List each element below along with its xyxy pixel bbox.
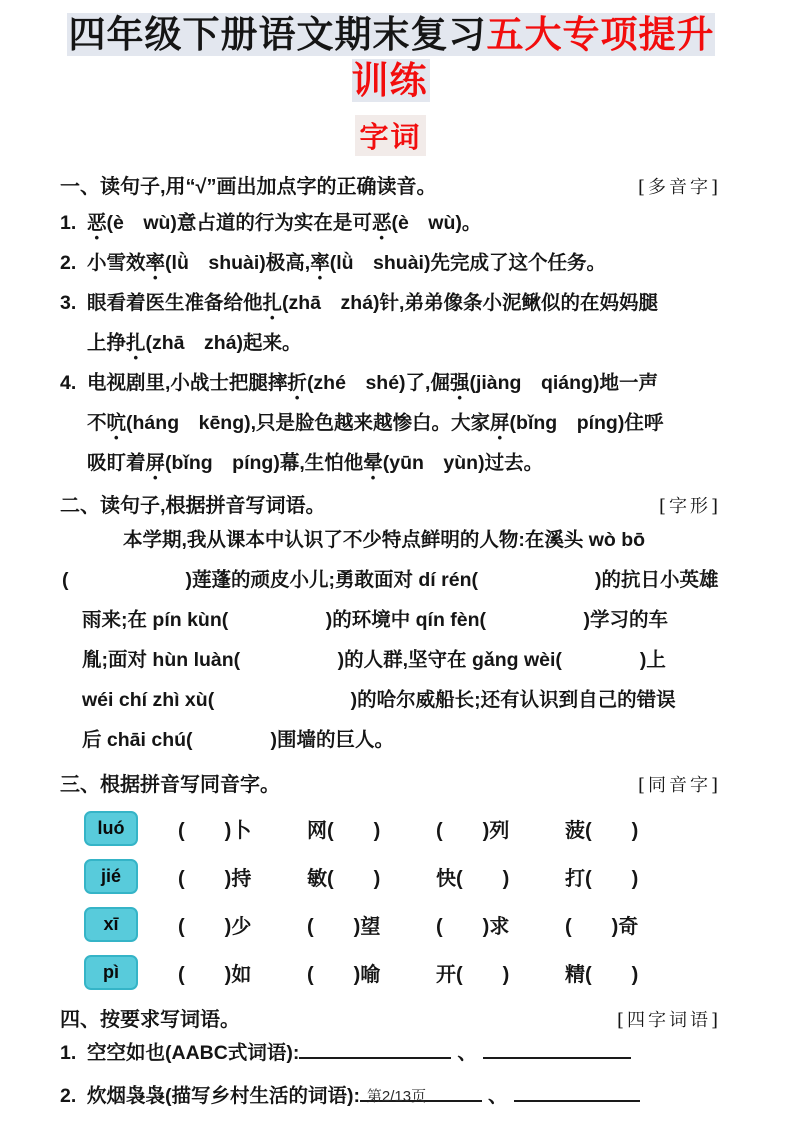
page-subtitle: 字词 [355,115,425,156]
homophone-cell: ( )少 [178,916,252,938]
question-text: 小雪效率(lǜ shuài)极高,率(lǜ shuài)先完成了这个任务。 [87,251,606,274]
question-text: 眼看着医生准备给他扎(zhā zhá)针,弟弟像条小泥鳅似的在妈妈腿 [87,291,658,314]
page-title-black: 四年级下册语文期末复习 [68,14,487,55]
pinyin-badge: pì [84,955,138,990]
homophone-row [84,853,721,901]
pinyin-paragraph [62,520,721,760]
homophone-cell: ( )求 [436,916,510,938]
section-2-tag: [字形] [658,495,721,517]
word-task-item [60,1032,721,1075]
pinyin-badge: luó [84,811,138,846]
question-text: 不吭(háng kēng),只是脸色越来越惨白。大家屏(bǐng píng)住呼 [87,411,664,434]
section-2-header [60,489,721,518]
blank-separator: 、 [487,1084,508,1107]
homophone-cell: ( )卜 [178,820,252,842]
question-text: 上挣扎(zhā zhá)起来。 [87,331,302,354]
section-2-heading: 二、读句子,根据拼音写词语。 [60,494,326,517]
paragraph-line: 后 chāi chú( )围墙的巨人。 [82,728,395,751]
word-task-label: 炊烟袅袅(描写乡村生活的词语): [87,1084,360,1107]
homophone-row [84,805,721,853]
section-1-header [60,170,721,199]
question-text: 恶(è wù)意占道的行为实在是可恶(è wù)。 [87,211,482,234]
paragraph-line: 雨来;在 pín kùn( )的环境中 qín fèn( )学习的车 [82,608,669,631]
homophone-cell: ( )列 [436,820,510,842]
homophone-cell: ( )如 [178,964,252,986]
question-item [60,203,721,243]
question-item [60,283,721,363]
homophone-cell: 开( ) [436,964,510,986]
homophone-cell: 精( ) [565,964,639,986]
question-text: 吸盯着屏(bǐng píng)幕,生怕他晕(yūn yùn)过去。 [87,451,544,474]
page-number: 第2/13页 [366,1088,427,1105]
homophone-cell: 打( ) [565,868,639,890]
section-3-heading: 三、根据拼音写同音字。 [60,773,280,796]
question-number: 3. [60,291,77,314]
section-3-tag: [同音字] [637,774,721,796]
section-4-header [60,1003,721,1032]
section-1-heading: 一、读句子,用“√”画出加点字的正确读音。 [60,175,437,198]
homophone-cell: ( )望 [307,916,381,938]
paragraph-line: ( )莲蓬的顽皮小儿;勇敢面对 dí rén( )的抗日小英雄 [62,568,719,591]
question-number: 1. [60,211,77,234]
homophone-cell: ( )持 [178,868,252,890]
question-number: 2. [60,251,77,274]
homophone-cell: ( )奇 [565,916,639,938]
blank-separator: 、 [457,1041,477,1064]
pinyin-badge: jié [84,859,138,894]
homophone-row [84,901,721,949]
question-number: 4. [60,371,77,394]
homophone-cell: 菠( ) [565,820,639,842]
homophone-cell: 快( ) [436,868,510,890]
section-1-tag: [多音字] [637,176,721,198]
answer-blank [483,1055,631,1059]
homophone-cell: 敏( ) [307,868,381,890]
question-item [60,243,721,283]
homophone-row [84,949,721,997]
homophone-cell: 网( ) [307,820,381,842]
answer-blank [299,1055,451,1059]
question-item [60,363,721,483]
section-3-header [60,768,721,797]
homophone-cell: ( )喻 [307,964,381,986]
paragraph-line: 胤;面对 hùn luàn( )的人群,坚守在 gǎng wèi( )上 [82,648,666,671]
page-title-red: 五大专项提升训练 [351,14,715,102]
question-number: 1. [60,1041,77,1064]
section-4-tag: [四字词语] [616,1009,721,1031]
pinyin-badge: xī [84,907,138,942]
question-number: 2. [60,1084,77,1107]
question-text: 电视剧里,小战士把腿摔折(zhé shé)了,倔强(jiàng qiáng)地一声 [87,371,658,394]
paragraph-line: wéi chí zhì xù( )的哈尔威船长;还有认识到自己的错误 [82,688,676,711]
section-4-heading: 四、按要求写词语。 [60,1008,240,1031]
word-task-label: 空空如也(AABC式词语): [87,1041,300,1064]
page-title [60,12,721,105]
paragraph-line: 本学期,我从课本中认识了不少特点鲜明的人物:在溪头 wò bō [122,528,646,551]
